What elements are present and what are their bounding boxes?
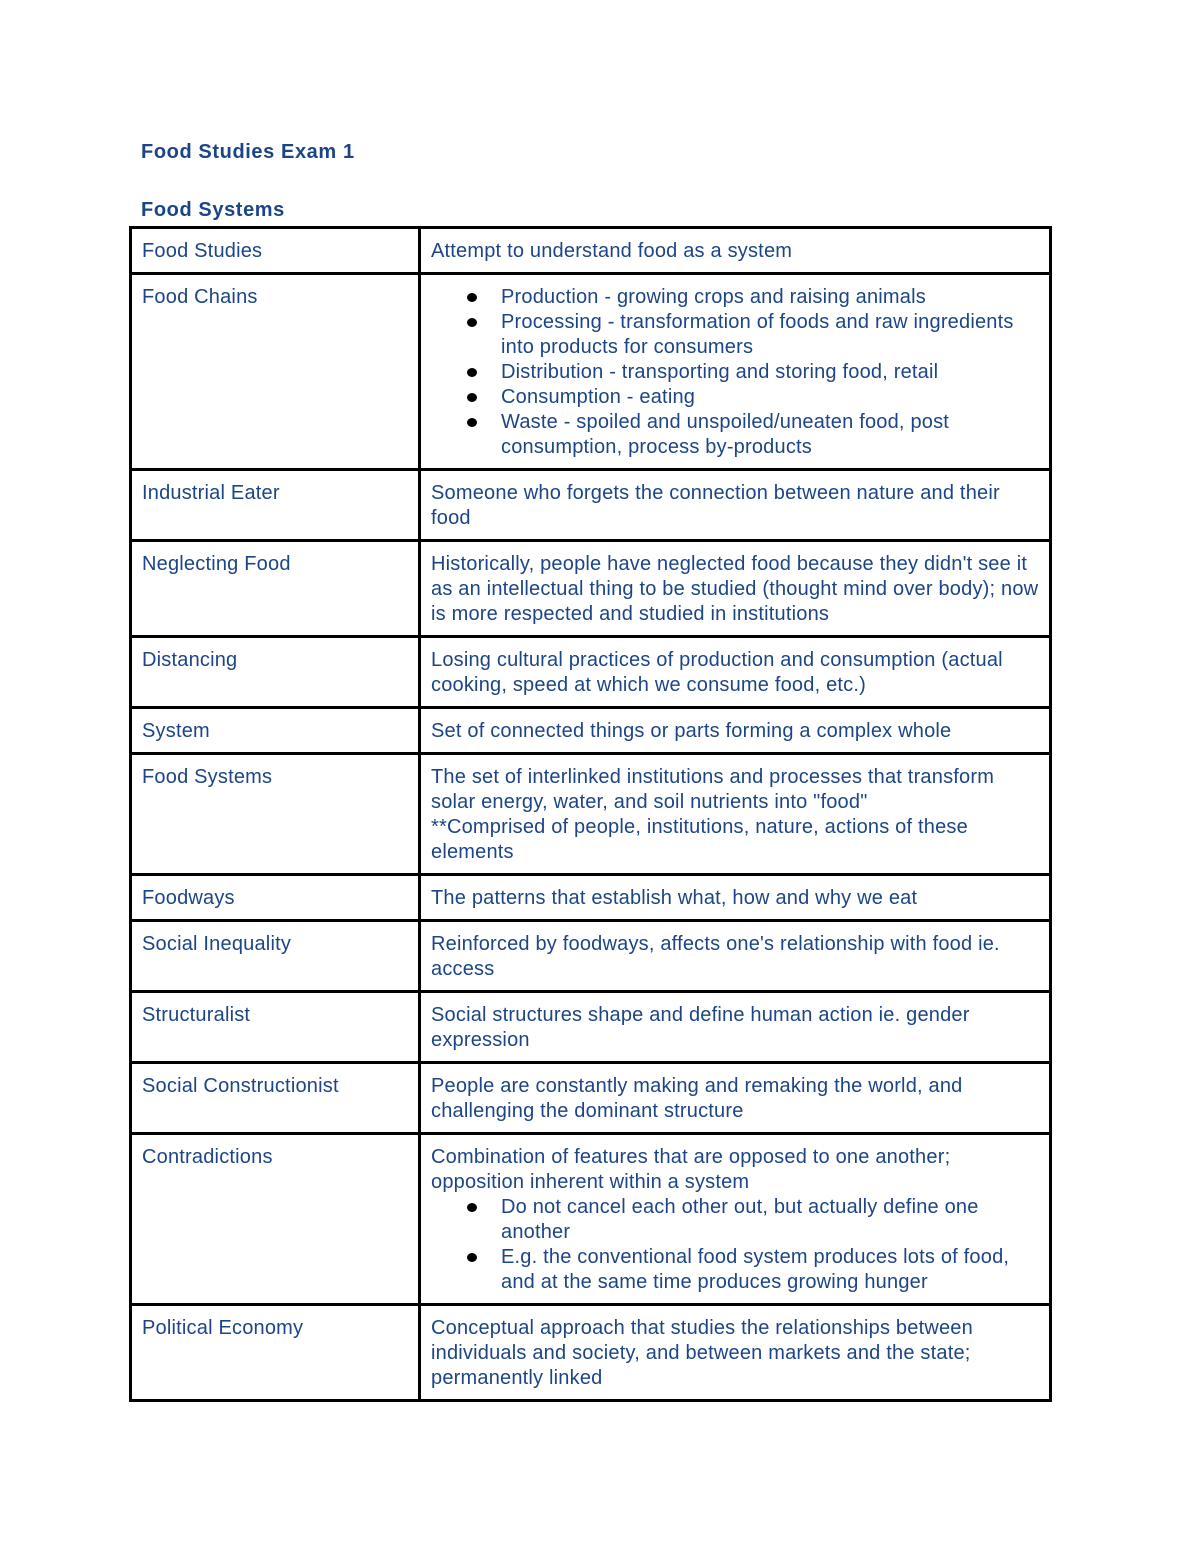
- table-row: [131, 637, 1051, 708]
- definition-text: Someone who forgets the connection between nature and their food: [431, 482, 1000, 529]
- definition-text: Social structures shape and define human action ie. gender expression: [431, 1004, 970, 1051]
- definition-cell: [420, 708, 1051, 754]
- list-item: Waste - spoiled and unspoiled/uneaten food, post consumption, process by-products: [501, 410, 1039, 460]
- definition-text: Combination of features that are opposed to one another; opposition inherent within a system: [431, 1146, 951, 1193]
- list-item: Distribution - transporting and storing food, retail: [501, 360, 1039, 385]
- term-cell: Neglecting Food: [131, 541, 420, 637]
- term-cell: Political Economy: [131, 1305, 420, 1401]
- definition-cell: [420, 754, 1051, 875]
- table-row: [131, 992, 1051, 1063]
- term-cell: Contradictions: [131, 1134, 420, 1305]
- definition-cell: [420, 228, 1051, 274]
- term-cell: Distancing: [131, 637, 420, 708]
- table-row: [131, 541, 1051, 637]
- term-cell: Foodways: [131, 875, 420, 921]
- definition-cell: [420, 875, 1051, 921]
- definition-text: Conceptual approach that studies the relationships between individuals and society, and between markets and the state; permanently linked: [431, 1317, 973, 1389]
- definition-cell: [420, 541, 1051, 637]
- table-row: [131, 754, 1051, 875]
- definition-cell: [420, 992, 1051, 1063]
- definition-text: People are constantly making and remaking the world, and challenging the dominant structure: [431, 1075, 963, 1122]
- glossary-body: [131, 228, 1051, 1401]
- table-row: [131, 470, 1051, 541]
- definition-text: Attempt to understand food as a system: [431, 240, 793, 262]
- definition-cell: [420, 1063, 1051, 1134]
- definition-text: The set of interlinked institutions and processes that transform solar energy, water, and soil nutrients into "food": [431, 766, 995, 813]
- bullet-list: [431, 1195, 1039, 1295]
- list-item: Do not cancel each other out, but actually define one another: [501, 1195, 1039, 1245]
- list-item: Consumption - eating: [501, 385, 1039, 410]
- table-row: [131, 274, 1051, 470]
- term-cell: Food Chains: [131, 274, 420, 470]
- table-row: [131, 228, 1051, 274]
- definition-cell: [420, 1134, 1051, 1305]
- table-row: [131, 1134, 1051, 1305]
- definition-text: Set of connected things or parts forming a complex whole: [431, 720, 952, 742]
- bullet-list: [431, 285, 1039, 460]
- term-cell: Industrial Eater: [131, 470, 420, 541]
- definition-cell: [420, 1305, 1051, 1401]
- section-title: Food Systems: [141, 199, 285, 221]
- definition-note: **Comprised of people, institutions, nature, actions of these elements: [431, 816, 968, 863]
- table-row: [131, 875, 1051, 921]
- term-cell: Social Constructionist: [131, 1063, 420, 1134]
- definition-text: The patterns that establish what, how and why we eat: [431, 887, 918, 909]
- list-item: Production - growing crops and raising animals: [501, 285, 1039, 310]
- list-item: E.g. the conventional food system produces lots of food, and at the same time produces growing hunger: [501, 1245, 1039, 1295]
- table-row: [131, 1305, 1051, 1401]
- definition-cell: [420, 637, 1051, 708]
- definition-cell: [420, 274, 1051, 470]
- term-cell: Food Systems: [131, 754, 420, 875]
- definition-text: Reinforced by foodways, affects one's relationship with food ie. access: [431, 933, 1000, 980]
- document-title: Food Studies Exam 1: [141, 141, 355, 163]
- glossary-table: [129, 226, 1052, 1402]
- list-item: Processing - transformation of foods and raw ingredients into products for consumers: [501, 310, 1039, 360]
- definition-cell: [420, 921, 1051, 992]
- definition-text: Losing cultural practices of production and consumption (actual cooking, speed at which we consume food, etc.): [431, 649, 1003, 696]
- term-cell: Social Inequality: [131, 921, 420, 992]
- table-row: [131, 708, 1051, 754]
- term-cell: Food Studies: [131, 228, 420, 274]
- table-row: [131, 921, 1051, 992]
- table-row: [131, 1063, 1051, 1134]
- term-cell: System: [131, 708, 420, 754]
- definition-text: Historically, people have neglected food because they didn't see it as an intellectual thing to be studied (thought mind over body); now is more respected and studied in institutions: [431, 553, 1039, 625]
- term-cell: Structuralist: [131, 992, 420, 1063]
- definition-cell: [420, 470, 1051, 541]
